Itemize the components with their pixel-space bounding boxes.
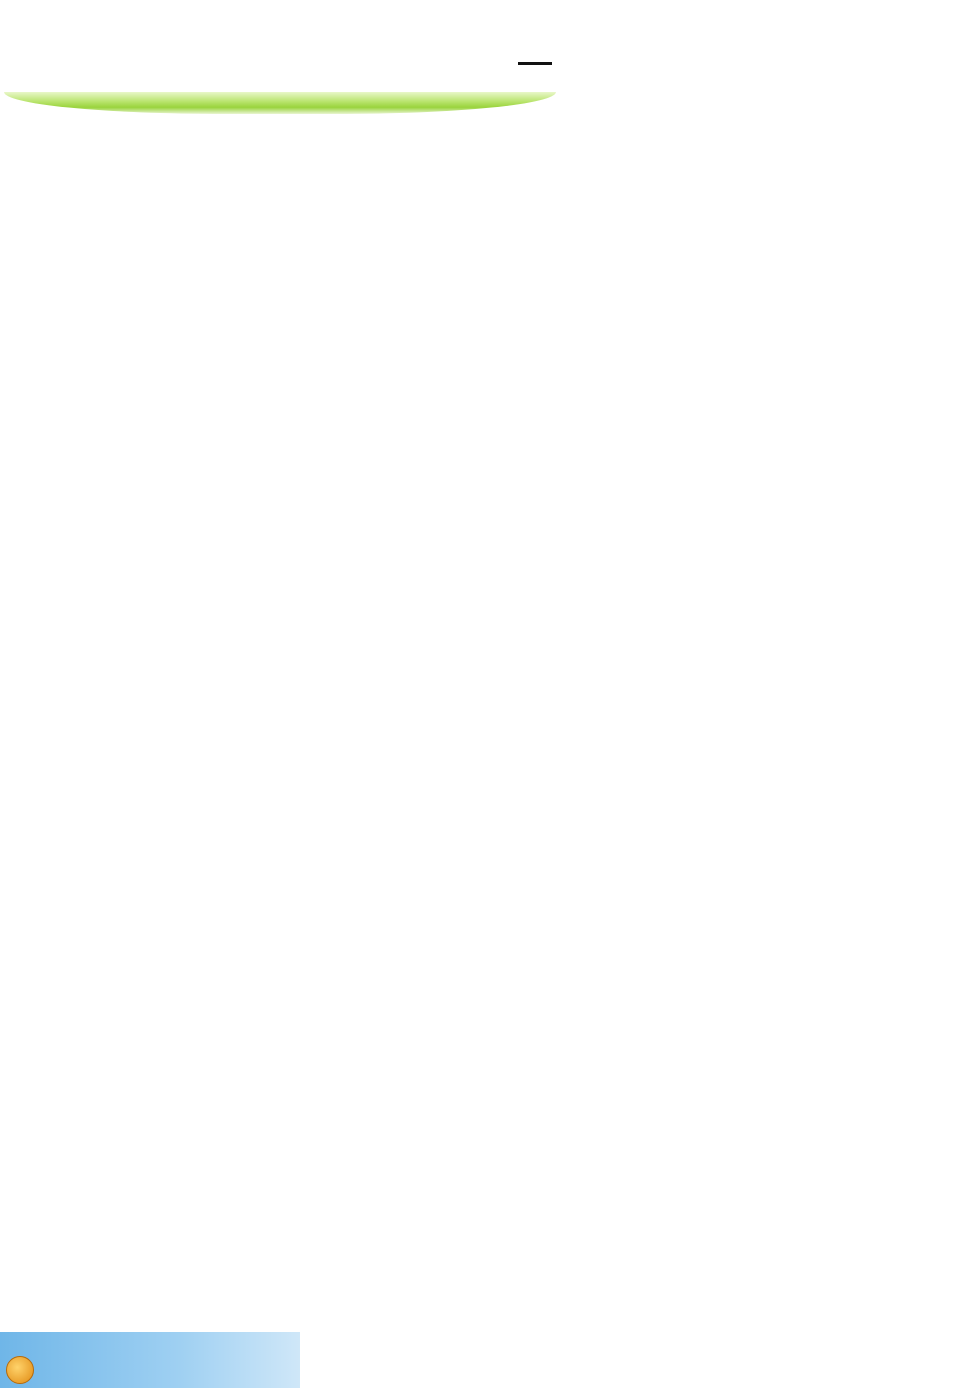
header-dash <box>518 62 552 65</box>
header-green-wave <box>4 92 556 114</box>
section-title-loss <box>34 116 954 158</box>
section-title-inside <box>34 158 954 200</box>
document-body <box>34 116 954 200</box>
page-header <box>0 0 560 118</box>
footer-band <box>0 1332 300 1388</box>
coin-icon <box>6 1356 34 1384</box>
